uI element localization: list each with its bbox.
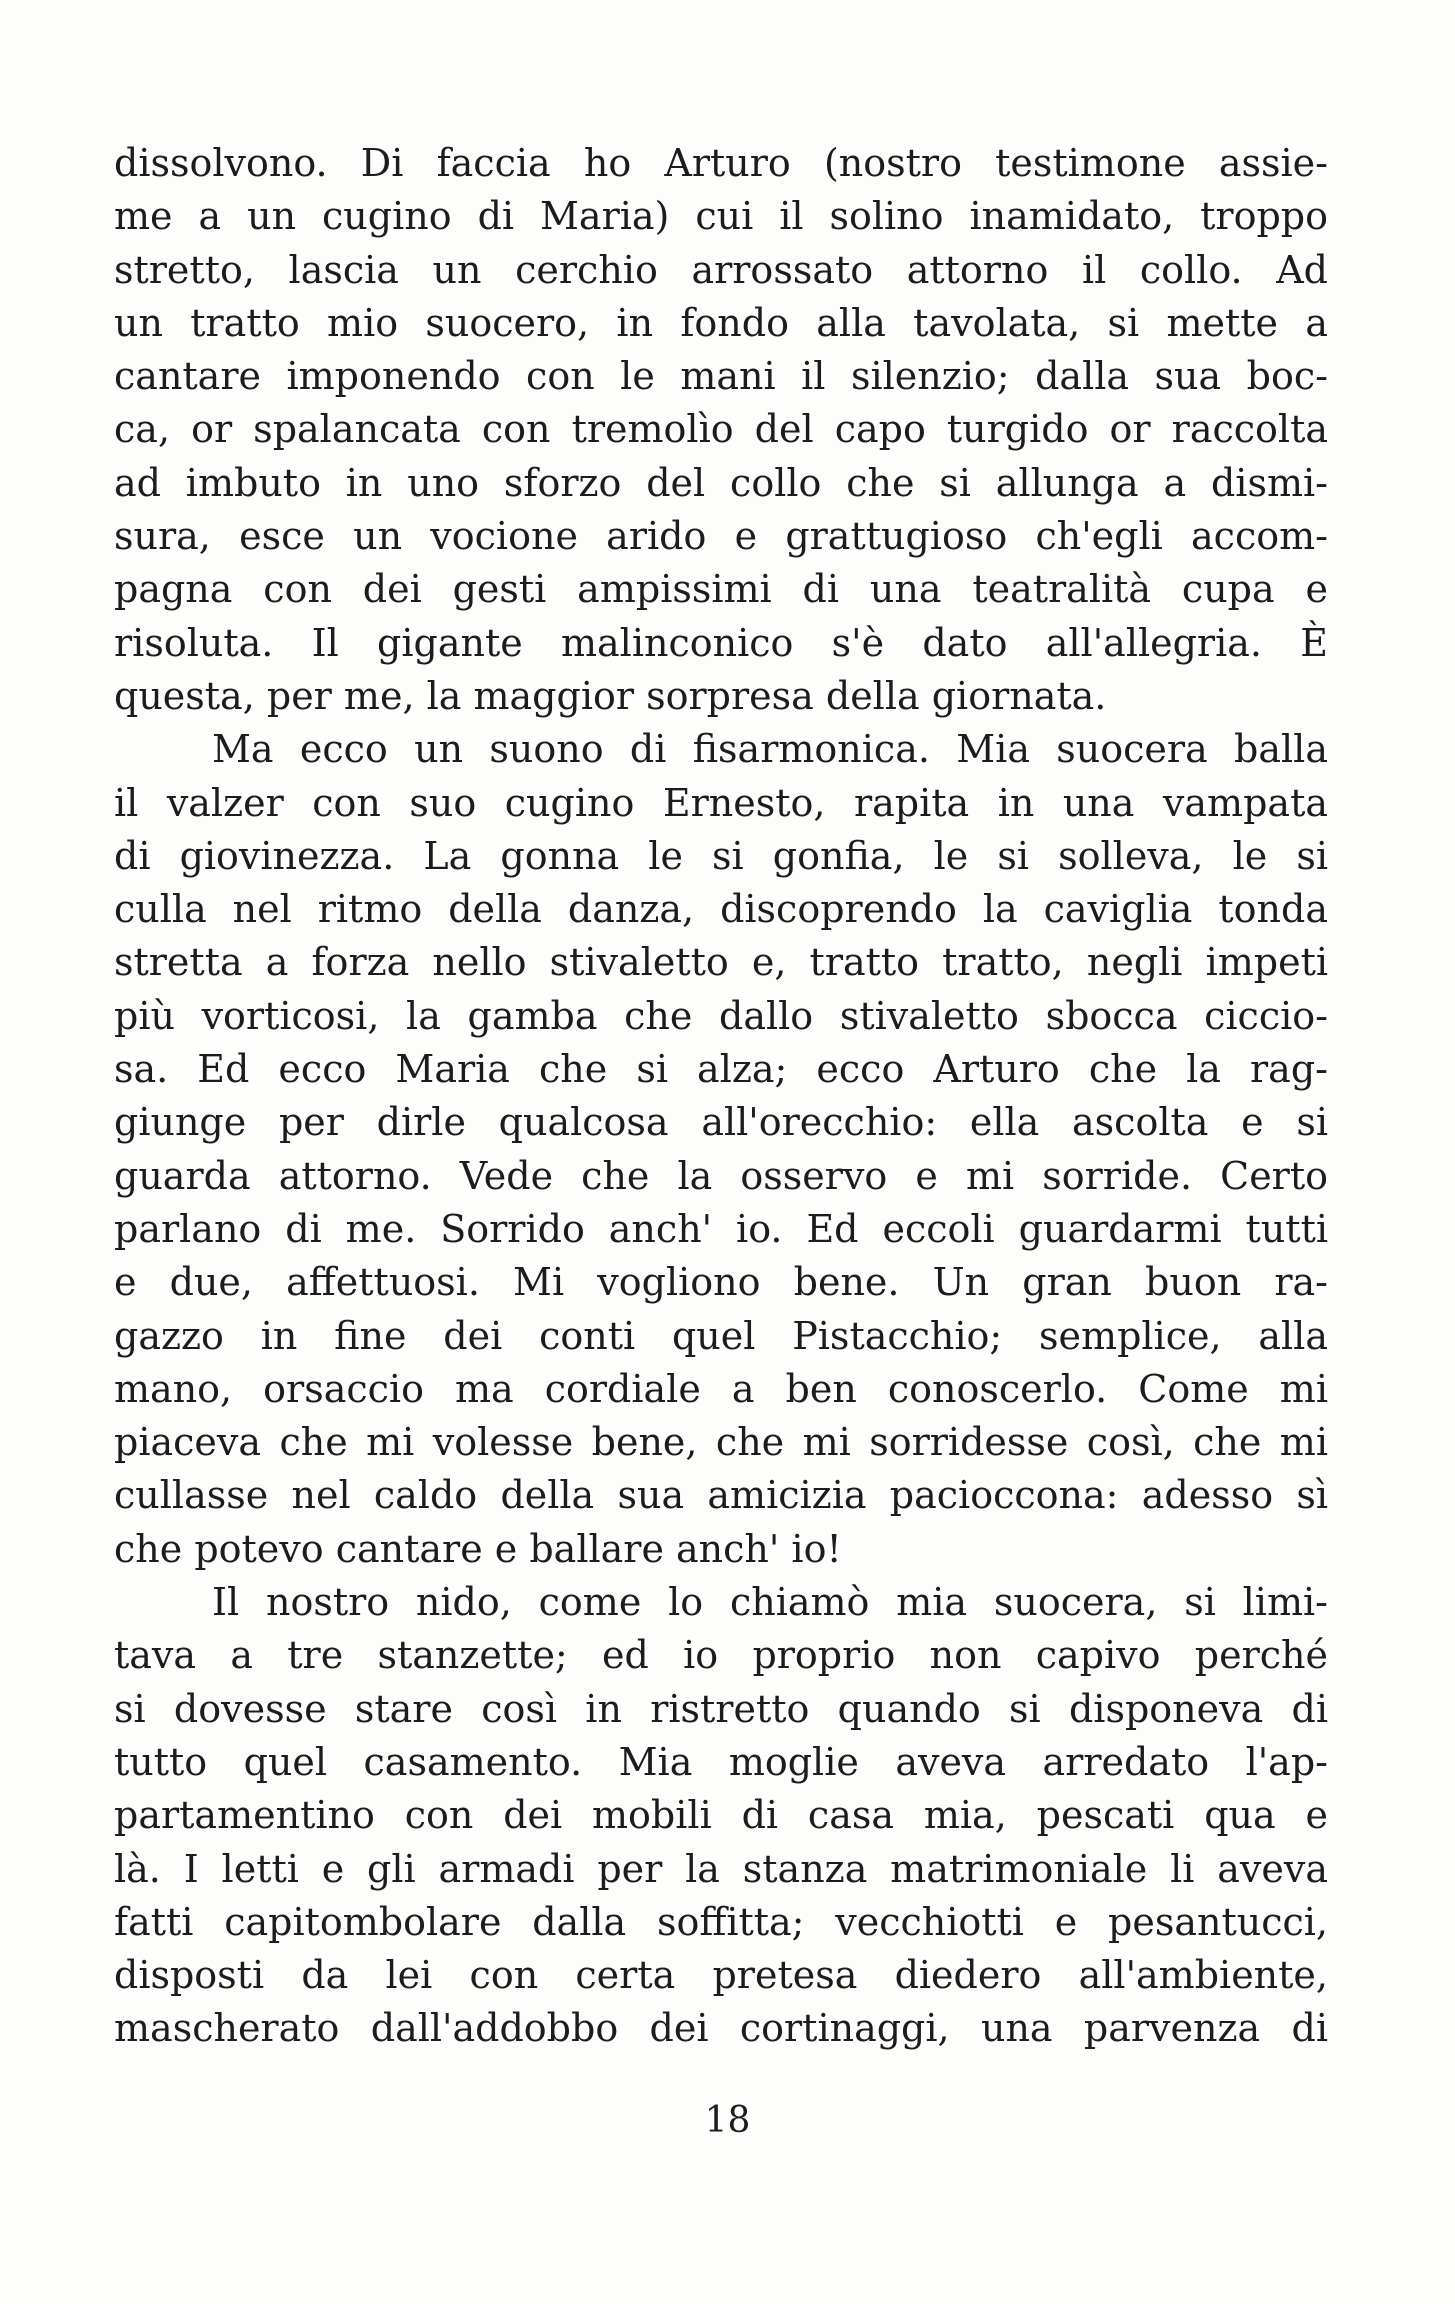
text-line: fatti capitombolare dalla soffitta; vecchiotti e pesantucci, [114,1899,1328,1944]
text-line: parlano di me. Sorrido anch' io. Ed eccoli guardarmi tutti [114,1206,1328,1251]
text-line: Ma ecco un suono di fisarmonica. Mia suocera balla [212,727,1328,772]
text-line: pagna con dei gesti ampissimi di una teatralità cupa e [114,567,1328,612]
paragraph [114,137,1328,723]
text-line: stretta a forza nello stivaletto e, tratto tratto, negli impeti [114,940,1328,985]
text-line: e due, affettuosi. Mi vogliono bene. Un gran buon ra- [114,1260,1328,1305]
text-line: questa, per me, la maggior sorpresa della giornata. [114,673,1107,718]
body-text [114,137,1328,2056]
text-line: partamentino con dei mobili di casa mia, pescati qua e [114,1793,1328,1838]
text-line: tava a tre stanzette; ed io proprio non capivo perché [114,1633,1328,1678]
text-line: guarda attorno. Vede che la osservo e mi sorride. Certo [114,1153,1328,1198]
text-line: un tratto mio suocero, in fondo alla tavolata, si mette a [114,300,1328,345]
text-line: tutto quel casamento. Mia moglie aveva arredato l'ap- [114,1739,1328,1784]
text-line: dissolvono. Di faccia ho Arturo (nostro testimone assie- [114,141,1328,185]
text-line: mascherato dall'addobbo dei cortinaggi, una parvenza di [114,2006,1328,2051]
text-line: cullasse nel caldo della sua amicizia pacioccona: adesso sì [114,1473,1328,1518]
text-line: stretto, lascia un cerchio arrossato attorno il collo. Ad [114,247,1328,292]
text-line: sura, esce un vocione arido e grattugioso ch'egli accom- [114,514,1328,559]
text-line: sa. Ed ecco Maria che si alza; ecco Arturo che la rag- [114,1047,1328,1092]
text-line: ca, or spalancata con tremolìo del capo turgido or raccolta [114,407,1328,452]
text-line: là. I letti e gli armadi per la stanza matrimoniale li aveva [114,1846,1328,1891]
text-line: il valzer con suo cugino Ernesto, rapita in una vampata [114,780,1328,825]
text-line: me a un cugino di Maria) cui il solino inamidato, troppo [114,194,1328,239]
text-line: Il nostro nido, come lo chiamò mia suocera, si limi- [212,1580,1328,1625]
paragraph [114,1576,1328,2056]
text-line: piaceva che mi volesse bene, che mi sorridesse così, che mi [114,1420,1328,1465]
text-line: mano, orsaccio ma cordiale a ben conoscerlo. Come mi [114,1366,1328,1411]
text-line: risoluta. Il gigante malinconico s'è dato all'allegria. È [114,620,1328,665]
text-line: giunge per dirle qualcosa all'orecchio: ella ascolta e si [114,1100,1328,1145]
text-line: culla nel ritmo della danza, discoprendo la caviglia tonda [114,887,1328,932]
text-line: gazzo in fine dei conti quel Pistacchio; semplice, alla [114,1313,1328,1358]
text-line: ad imbuto in uno sforzo del collo che si allunga a dismi- [114,460,1328,505]
text-line: che potevo cantare e ballare anch' io! [114,1526,842,1571]
text-line: cantare imponendo con le mani il silenzio; dalla sua boc- [114,354,1328,399]
text-line: più vorticosi, la gamba che dallo stivaletto sbocca ciccio- [114,993,1328,1038]
text-line: si dovesse stare così in ristretto quando si disponeva di [114,1686,1328,1731]
text-line: di giovinezza. La gonna le si gonfia, le si solleva, le si [114,833,1328,878]
paragraph [114,723,1328,1576]
text-line: disposti da lei con certa pretesa diedero all'ambiente, [114,1953,1328,1998]
page-number: 18 [704,2100,751,2141]
